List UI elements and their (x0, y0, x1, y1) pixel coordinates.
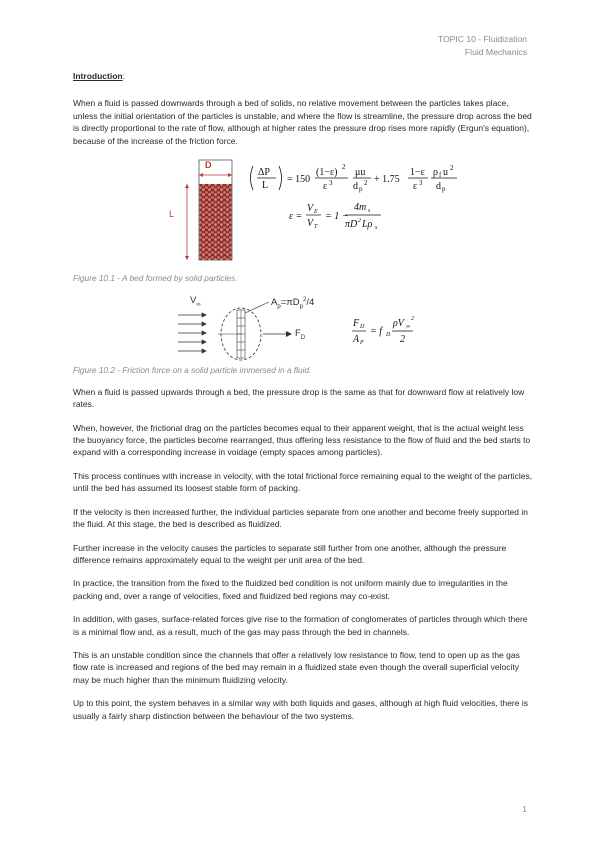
header-course: Fluid Mechanics (464, 47, 527, 57)
page-header (438, 33, 527, 59)
figure-1-caption: Figure 10.1 - A bed formed by solid particles. (73, 273, 238, 284)
drag-force-label: $F_D$ (295, 328, 306, 342)
svg-text:E: E (314, 209, 318, 216)
svg-text:d: d (353, 181, 358, 193)
svg-text:u: u (443, 167, 448, 179)
svg-text:F: F (353, 318, 360, 330)
svg-text:+ 1.75: + 1.75 (374, 174, 400, 186)
svg-text:A: A (353, 334, 360, 346)
paragraph-10: Up to this point, the system behaves in a similar way with both liquids and gases, although at high fluid velocities, there is usually a fairly sharp distinction between the behaviour of the two systems. (73, 698, 528, 721)
svg-text:2: 2 (400, 334, 405, 346)
svg-text:4m: 4m (354, 202, 367, 214)
svg-text:ε =: ε = (289, 211, 303, 223)
svg-text:s: s (375, 225, 378, 232)
svg-text:= 150: = 150 (287, 174, 311, 186)
svg-text:Lρ: Lρ (362, 219, 373, 231)
paragraph-8: In addition, with gases, surface-related forces give rise to the formation of conglomerates of particles through which there is a minimal flow and, as a result, much of the gas may pass through the bed in channels. (73, 614, 528, 637)
svg-text:T: T (314, 224, 318, 231)
svg-text:3: 3 (419, 179, 423, 188)
figure-2-caption: Figure 10.2 - Friction force on a solid particle immersed in a fluid. (73, 365, 312, 376)
svg-text:(1−ε): (1−ε) (316, 167, 338, 179)
section-heading: Introduction (73, 71, 123, 81)
svg-text:p: p (359, 185, 363, 194)
svg-text:ρ: ρ (433, 167, 438, 179)
svg-text:ΔP: ΔP (258, 167, 270, 179)
voidage-equation (289, 202, 381, 231)
svg-text:ρV: ρV (393, 318, 404, 330)
paragraph-2: When a fluid is passed upwards through a bed, the pressure drop is the same as that for downward flow at relatively low rates. (73, 386, 525, 410)
svg-text:ε: ε (413, 181, 418, 193)
bed-diagram (73, 156, 533, 268)
svg-text:d: d (436, 181, 441, 193)
diameter-label: D (205, 160, 212, 171)
svg-text:P: P (360, 340, 364, 347)
svg-text:D: D (386, 332, 391, 339)
svg-text:πD: πD (345, 219, 358, 231)
svg-text:2: 2 (342, 163, 346, 172)
svg-text:p: p (442, 185, 446, 194)
length-arrowhead-top (185, 184, 189, 188)
length-label: L (169, 209, 175, 220)
section-heading-colon: : (122, 71, 125, 81)
packed-particles (200, 184, 232, 260)
svg-text:μu: μu (355, 167, 366, 179)
svg-text:2: 2 (364, 179, 368, 188)
svg-text:ε: ε (323, 181, 328, 193)
svg-text:s: s (368, 208, 371, 215)
paragraph-4: This process continues with increase in velocity, with the total frictional force remaining equal to the weight of the particles, until the bed has assumed its loosest stable form of packing. (73, 470, 533, 494)
area-label: $A_p=\pi D_p^2/4$ (271, 297, 315, 311)
paragraph-7: In practice, the transition from the fixed to the fluidized bed condition is not uniform mainly due to irregularities in the packing and, over a range of velocities, fixed and fluidized bed regions may co-exist. (73, 578, 508, 601)
svg-text:= 1 −: = 1 − (325, 211, 349, 223)
page-body (73, 70, 533, 733)
velocity-label: $V_\infty$ (190, 295, 201, 309)
area-leader (245, 302, 269, 313)
figure-bed (73, 158, 533, 270)
svg-text:2: 2 (450, 164, 454, 173)
paragraph-3: When, however, the frictional drag on the particles becomes equal to their apparent weight, that is the actual weight less the buoyancy force, the particles become rearranged, thus offering less resistance to the flow of fluid and the bed starts to expand with a corresponding increase in voidage (empty spaces among particles). (73, 422, 531, 458)
paragraph-1: When a fluid is passed downwards through a bed of solids, no relative movement between the particles takes place, unless the initial orientation of the particles is unstable, and where the flow is streamline, the pressure drop across the bed is directly proportional to the rate of flow, although at higher rates the pressure drop rises more rapidly (Ergun's equation), because of the increase of the friction force. (73, 98, 532, 146)
svg-text:L: L (262, 180, 269, 192)
paragraph-5: If the velocity is then increased further, the individual particles separate from one another and become freely supported in the fluid. At this stage, the bed is described as fluidized. (73, 506, 529, 530)
page-number: 1 (522, 804, 527, 814)
drag-equation (352, 316, 414, 346)
svg-text:3: 3 (329, 179, 333, 188)
svg-text:∞: ∞ (406, 324, 411, 331)
figure-particle (73, 294, 533, 364)
length-arrowhead-bottom (185, 256, 189, 260)
ergun-equation (251, 163, 458, 193)
svg-text:f: f (439, 171, 442, 180)
paragraph-6: Further increase in the velocity causes the particles to separate still further from one another, although the pressure difference remains approximately equal to the weight per unit area of the bed. (73, 542, 507, 565)
svg-text:2: 2 (358, 218, 361, 225)
svg-text:D: D (360, 324, 365, 331)
flow-arrows (178, 313, 206, 353)
svg-text:V: V (307, 203, 314, 215)
svg-text:V: V (307, 218, 314, 230)
header-topic: TOPIC 10 - Fluidization (437, 34, 527, 44)
svg-text:1−ε: 1−ε (410, 167, 425, 179)
svg-text:2: 2 (411, 316, 414, 323)
paragraph-9: This is an unstable condition since the channels that offer a relatively low resistance to flow, tend to open up as the gas flow rate is increased and regions of the bed may remain in a fluidized state even though the overall superficial velocity may be much higher than the minimum fluidizing velocity. (73, 649, 520, 685)
svg-text:= f: = f (370, 326, 383, 338)
